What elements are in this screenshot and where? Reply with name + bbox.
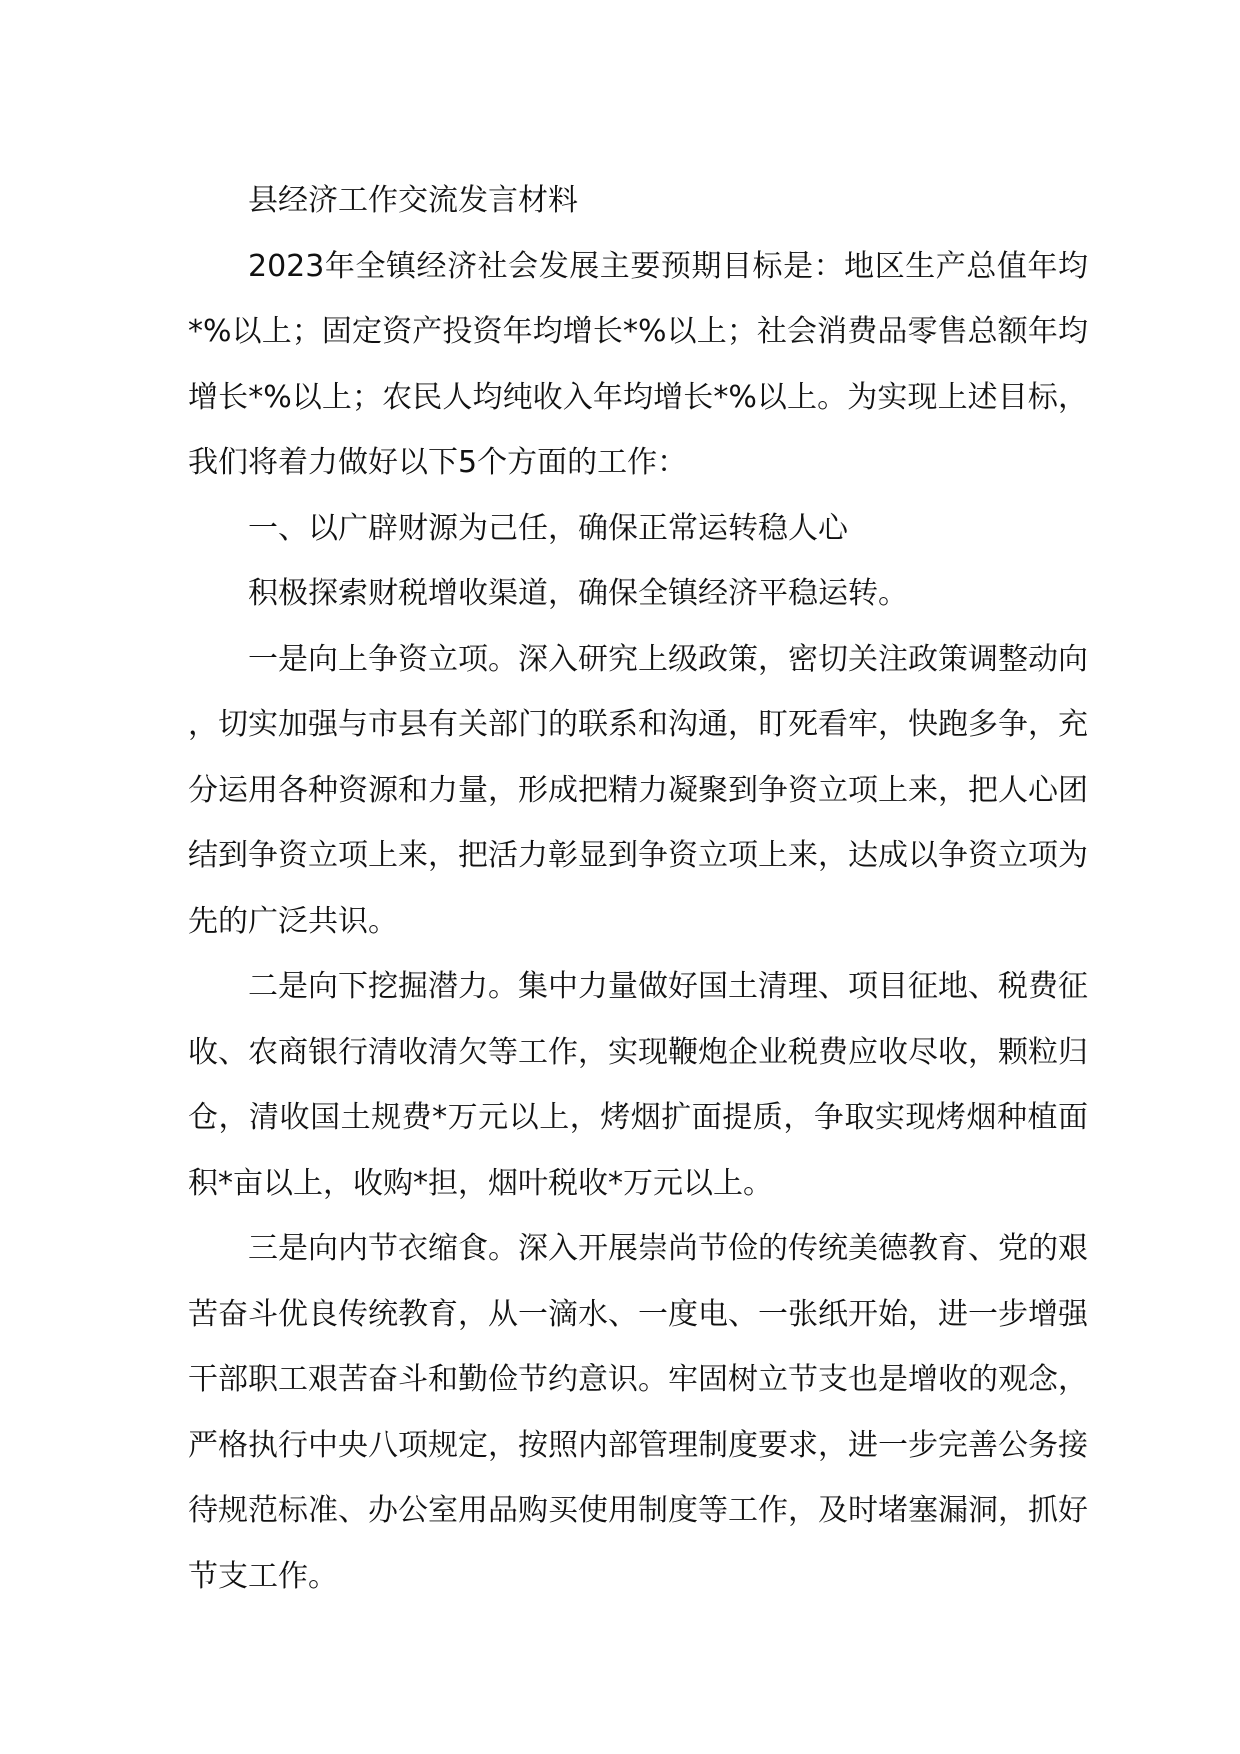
- paragraph-intro: 积极探索财税增收渠道，确保全镇经济平稳运转。: [248, 576, 908, 611]
- paragraph-point-2: 二是向下挖掘潜力。集中力量做好国土清理、项目征地、税费征收、农商银行清收清欠等工作，实现鞭炮企业税费应收尽收，颗粒归仓，清收国土规费*万元以上，烤烟扩面提质，争取实现烤烟种植面积*亩以上，收购*担，烟叶税收*万元以上。: [188, 969, 1088, 1201]
- paragraph-point-3: 三是向内节衣缩食。深入开展崇尚节俭的传统美德教育、党的艰苦奋斗优良传统教育，从一滴水、一度电、一张纸开始，进一步增强干部职工艰苦奋斗和勤俭节约意识。牢固树立节支也是增收的观念，严格执行中央八项规定，按照内部管理制度要求，进一步完善公务接待规范标准、办公室用品购买使用制度等工作，及时堵塞漏洞，抓好节支工作。: [188, 1231, 1088, 1594]
- section-heading-1: 一、以广辟财源为己任，确保正常运转稳人心: [248, 510, 848, 546]
- paragraph-point-1: 一是向上争资立项。深入研究上级政策，密切关注政策调整动向，切实加强与市县有关部门的联系和沟通，盯死看牢，快跑多争，充分运用各种资源和力量，形成把精力凝聚到争资立项上来，把人心团结到争资立项上来，把活力彰显到争资立项上来，达成以争资立项为先的广泛共识。: [188, 641, 1088, 939]
- paragraph-targets: 2023年全镇经济社会发展主要预期目标是：地区生产总值年均*%以上；固定资产投资年均增长*%以上；社会消费品零售总额年均增长*%以上；农民人均纯收入年均增长*%以上。为实现上述目标，我们将着力做好以下5个方面的工作：: [188, 248, 1088, 480]
- document-page: [188, 168, 1088, 1609]
- document-title: 县经济工作交流发言材料: [248, 183, 578, 218]
